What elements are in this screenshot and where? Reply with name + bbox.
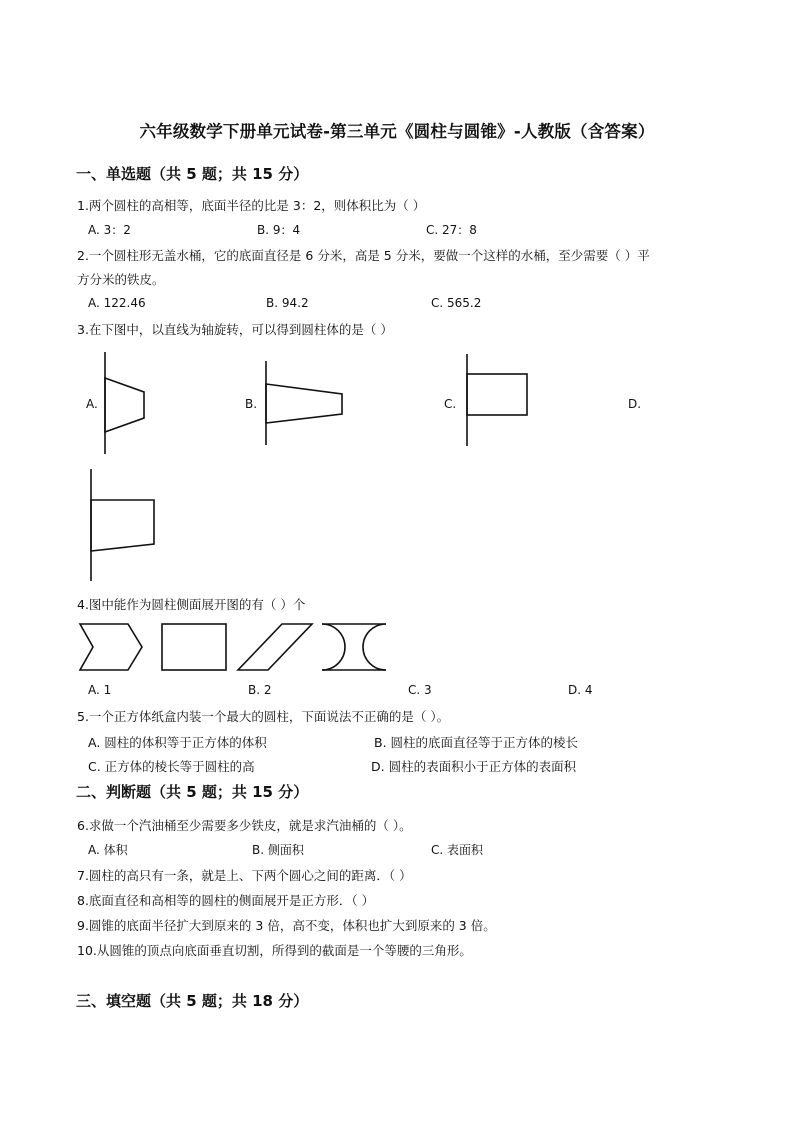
q3-option-d[interactable]: D. — [628, 397, 642, 411]
question-2-line-2: 方分米的铁皮。 — [77, 272, 165, 287]
question-7: 7.圆柱的高只有一条，就是上、下两个圆心之间的距离．（ ） — [77, 868, 412, 883]
q4-figure-chevron — [78, 622, 146, 674]
q5-option-d[interactable]: D. 圆柱的表面积小于正方体的表面积 — [371, 759, 577, 774]
question-9: 9.圆锥的底面半径扩大到原来的 3 倍，高不变，体积也扩大到原来的 3 倍。 — [77, 918, 496, 933]
q6-option-c[interactable]: C. 表面积 — [431, 843, 484, 857]
q1-option-b[interactable]: B. 9：4 — [257, 223, 301, 237]
q5-option-a[interactable]: A. 圆柱的体积等于正方体的体积 — [88, 735, 267, 750]
section-heading-fill-in: 三、填空题（共 5 题；共 18 分） — [76, 992, 309, 1010]
q4-figure-rectangle — [160, 622, 228, 674]
q4-option-a[interactable]: A. 1 — [88, 683, 112, 697]
q3-figure-b — [262, 361, 346, 445]
question-2-line-1: 2.一个圆柱形无盖水桶，它的底面直径是 6 分米，高是 5 分米，要做一个这样的水桶，至少需要（ ）平 — [77, 248, 650, 263]
q1-option-a[interactable]: A. 3：2 — [88, 223, 131, 237]
question-3: 3.在下图中，以直线为轴旋转，可以得到圆柱体的是（ ） — [77, 322, 393, 337]
q3-figure-d — [87, 469, 159, 581]
q3-figure-c — [463, 354, 531, 446]
q4-figure-concave-shape — [320, 622, 390, 674]
q2-option-b[interactable]: B. 94.2 — [266, 296, 309, 310]
q1-option-c[interactable]: C. 27：8 — [426, 223, 477, 237]
q2-option-a[interactable]: A. 122.46 — [88, 296, 146, 310]
q4-option-d[interactable]: D. 4 — [568, 683, 593, 697]
page-title: 六年级数学下册单元试卷-第三单元《圆柱与圆锥》-人教版（含答案） — [139, 122, 655, 141]
q3-option-b[interactable]: B. — [245, 397, 258, 411]
q5-option-b[interactable]: B. 圆柱的底面直径等于正方体的棱长 — [374, 735, 579, 750]
question-6: 6.求做一个汽油桶至少需要多少铁皮，就是求汽油桶的（ ）。 — [77, 818, 412, 833]
q4-figure-parallelogram — [236, 622, 316, 674]
question-4: 4.图中能作为圆柱侧面展开图的有（ ）个 — [77, 597, 306, 612]
question-10: 10.从圆锥的顶点向底面垂直切割，所得到的截面是一个等腰的三角形。 — [77, 943, 472, 958]
q3-option-a[interactable]: A. — [86, 397, 98, 411]
q3-option-c[interactable]: C. — [444, 397, 457, 411]
question-8: 8.底面直径和高相等的圆柱的侧面展开是正方形．（ ） — [77, 893, 375, 908]
q4-option-b[interactable]: B. 2 — [248, 683, 272, 697]
section-heading-true-false: 二、判断题（共 5 题；共 15 分） — [76, 783, 309, 801]
q6-option-b[interactable]: B. 侧面积 — [252, 843, 304, 857]
q3-figure-a — [100, 352, 150, 454]
question-1: 1.两个圆柱的高相等，底面半径的比是 3：2，则体积比为（ ） — [77, 198, 426, 213]
section-heading-single-choice: 一、单选题（共 5 题；共 15 分） — [76, 165, 309, 183]
q5-option-c[interactable]: C. 正方体的棱长等于圆柱的高 — [88, 759, 255, 774]
q2-option-c[interactable]: C. 565.2 — [431, 296, 482, 310]
q4-option-c[interactable]: C. 3 — [408, 683, 432, 697]
q6-option-a[interactable]: A. 体积 — [88, 843, 128, 857]
question-5: 5.一个正方体纸盒内装一个最大的圆柱，下面说法不正确的是（ ）。 — [77, 709, 450, 724]
